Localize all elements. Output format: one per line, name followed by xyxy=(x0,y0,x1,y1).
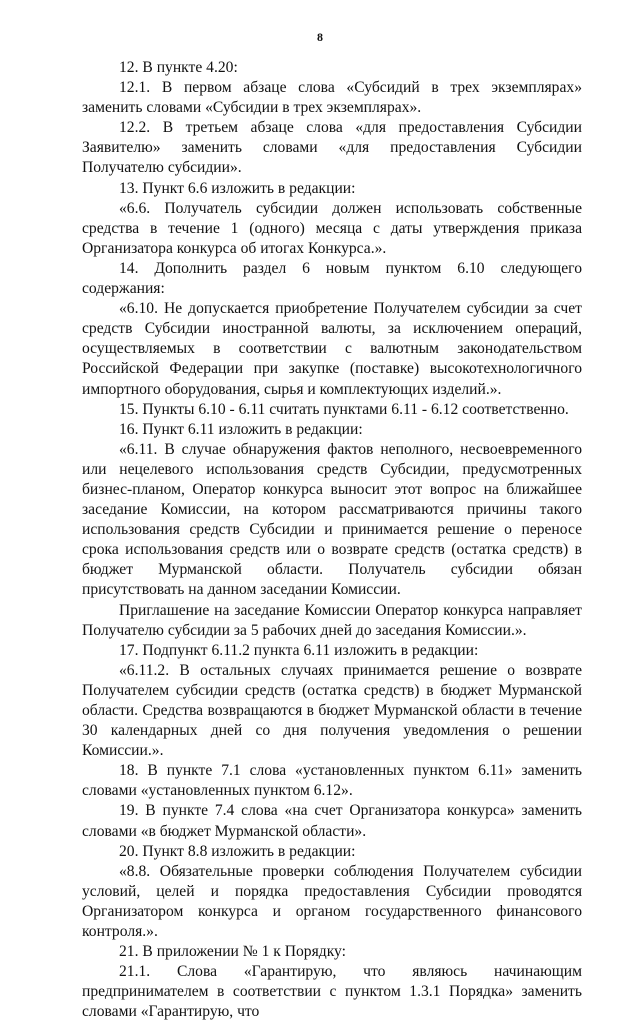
document-body xyxy=(82,58,582,1023)
paragraph-19: 19. В пункте 7.4 слова «на счет Организатора конкурса» заменить словами «в бюджет Мурманской области». xyxy=(82,802,582,840)
paragraph-6-11-text: «6.11. В случае обнаружения фактов неполного, несвоевременного или нецелевого использования средств Субсидии, предусмотренных бизнес-планом, Оператор конкурса выносит этот вопрос на ближайшее заседание Комиссии, на котором рассматриваются причины такого использования средств Субсидии и принимается решение о переносе срока использования средств или о возврате средств (остатка средств) в бюджет Мурманской области. Получатель субсидии обязан присутствовать на данном заседании Комиссии. xyxy=(82,440,582,599)
paragraph-invitation: Приглашение на заседание Комиссии Оператор конкурса направляет Получателю субсидии за 5 рабочих дней до заседания Комиссии.». xyxy=(82,601,582,639)
paragraph-12-2: 12.2. В третьем абзаце слова «для предоставления Субсидии Заявителю» заменить словами «для предоставления Субсидии Получателю субсидии». xyxy=(82,119,582,177)
paragraph-15: 15. Пункты 6.10 - 6.11 считать пунктами 6.11 - 6.12 соответственно. xyxy=(119,400,569,418)
paragraph-20: 20. Пункт 8.8 изложить в редакции: xyxy=(119,842,356,860)
paragraph-6-11-2-text: «6.11.2. В остальных случаях принимается решение о возврате Получателем субсидии средств (остатка средств) в бюджет Мурманской области. Средства возвращаются в бюджет Мурманской области в течение 30 календарных дней со дня получения уведомления о решении Комиссии.». xyxy=(82,661,582,760)
paragraph-21-1: 21.1. Слова «Гарантирую, что являюсь начинающим предпринимателем в соответствии с пунктом 1.3.1 Порядка» заменить словами «Гарантирую, что xyxy=(82,963,582,1021)
paragraph-12-1: 12.1. В первом абзаце слова «Субсидий в трех экземплярах» заменить словами «Субсидии в трех экземплярах». xyxy=(82,79,582,117)
paragraph-16: 16. Пункт 6.11 изложить в редакции: xyxy=(119,420,363,438)
page-number: 8 xyxy=(317,30,323,44)
paragraph-12: 12. В пункте 4.20: xyxy=(119,59,238,76)
paragraph-18: 18. В пункте 7.1 слова «установленных пунктом 6.11» заменить словами «установленных пунктом 6.12». xyxy=(82,762,582,800)
paragraph-17: 17. Подпункт 6.11.2 пункта 6.11 изложить в редакции: xyxy=(119,641,479,659)
paragraph-21: 21. В приложении № 1 к Порядку: xyxy=(119,943,346,961)
paragraph-6-10-text: «6.10. Не допускается приобретение Получателем субсидии за счет средств Субсидии иностранной валюты, за исключением операций, осуществляемых в соответствии с валютным законодательством Российской Федерации при закупке (поставке) высокотехнологичного импортного оборудования, сырья и комплектующих изделий.». xyxy=(82,300,582,398)
paragraph-6-6-text: «6.6. Получатель субсидии должен использовать собственные средства в течение 1 (одного) месяца с даты утверждения приказа Организатора конкурса об итогах Конкурса.». xyxy=(82,199,582,257)
paragraph-13: 13. Пункт 6.6 изложить в редакции: xyxy=(119,179,356,197)
paragraph-8-8-text: «8.8. Обязательные проверки соблюдения Получателем субсидии условий, целей и порядка предоставления Субсидии проводятся Организатором конкурса и органом государственного финансового контроля.». xyxy=(82,862,582,941)
paragraph-14: 14. Дополнить раздел 6 новым пунктом 6.10 следующего содержания: xyxy=(82,259,582,298)
